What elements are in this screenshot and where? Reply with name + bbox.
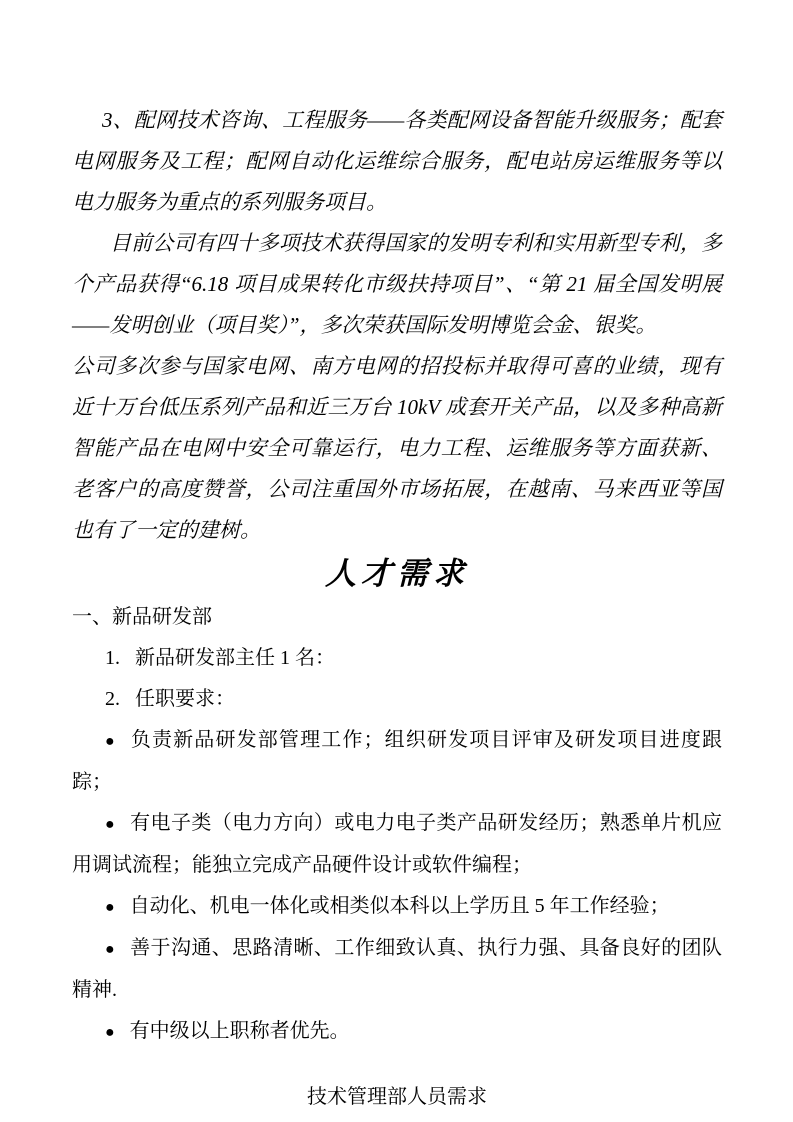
bullet-text: 善于沟通、思路清晰、工作细致认真、执行力强、具备良好的团队精神. [72,937,722,1001]
paragraph-patents-awards: 目前公司有四十多项技术获得国家的发明专利和实用新型专利，多个产品获得“6.18 项目成果转化市级扶持项目”、“第 21 届全国发明展——发明创业（项目奖）”，多次荣获国际发明博览会金、银奖。 [72,231,722,337]
footer-heading-tech-management: 技术管理部人员需求 [307,1086,487,1108]
bullet-icon: ● [105,941,116,958]
item-text: 任职要求： [135,688,235,710]
bullet-item-management [72,720,722,803]
bullet-icon: ● [105,816,116,833]
item-number: 2. [105,688,120,710]
document-content [72,100,722,1118]
bullet-item-professional-title [72,1011,722,1053]
bullet-item-electronics-experience [72,803,722,886]
paragraph-business-achievements: 公司多次参与国家电网、南方电网的招投标并取得可喜的业绩，现有近十万台低压系列产品和近三万台 10kV 成套开关产品，以及多种高新智能产品在电网中安全可靠运行，电力工程、运维服务等方面获新、老客户的高度赞誉，公司注重国外市场拓展，在越南、马来西亚等国也有了一定的建树。 [72,354,722,542]
bullet-text: 有中级以上职称者优先。 [129,1020,350,1042]
bullet-icon: ● [105,733,116,750]
bullet-item-soft-skills [72,928,722,1011]
section-title-talent-needs: 人才需求 [325,556,469,591]
numbered-item-director [72,638,722,679]
bullet-icon: ● [105,899,115,916]
item-text: 新品研发部主任 1 名： [135,647,335,669]
bullet-text: 负责新品研发部管理工作；组织研发项目评审及研发项目进度跟踪； [72,729,723,793]
bullet-text: 自动化、机电一体化或相类似本科以上学历且 5 年工作经验； [129,895,670,917]
bullet-icon: ● [105,1024,115,1041]
numbered-item-requirements [72,679,722,720]
paragraph-distribution-services: 3、配网技术咨询、工程服务——各类配网设备智能升级服务；配套电网服务及工程；配网自动化运维综合服务，配电站房运维服务等以电力服务为重点的系列服务项目。 [72,108,722,214]
item-number: 1. [105,647,120,669]
bullet-text: 有电子类（电力方向）或电力电子类产品研发经历；熟悉单片机应用调试流程；能独立完成产品硬件设计或软件编程； [72,812,722,876]
department-heading-rnd: 一、新品研发部 [72,606,212,628]
bullet-item-education [72,886,722,928]
